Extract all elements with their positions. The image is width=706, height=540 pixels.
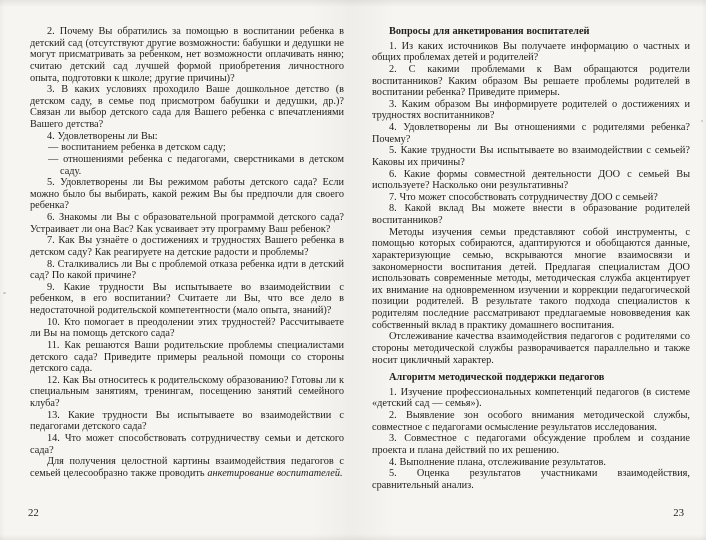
- question-item: 6. Какие формы совместной деятельности ДОО с семьей Вы используете? Насколько они результативны?: [372, 168, 690, 192]
- list-item: 1. Изучение профессиональных компетенций педагогов (в системе «детский сад — семья»).: [372, 386, 690, 410]
- question-item: 11. Как решаются Ваши родительские проблемы специалистами детского сада? Приведите примеры реальной помощи со стороны детского сада.: [30, 339, 344, 375]
- closing-paragraph: [30, 456, 344, 479]
- dash-list-item: — отношениями ребенка с педагогами, сверстниками в детском саду.: [48, 153, 344, 177]
- section-heading-educator-questions: Вопросы для анкетирования воспитателей: [389, 26, 590, 37]
- question-item: 7. Что может способствовать сотрудничеству ДОО с семьей?: [389, 191, 658, 203]
- list-item: 3. Совместное с педагогами обсуждение проблем и создание проекта и плана действий по их решению.: [372, 433, 690, 456]
- question-item: 6. Знакомы ли Вы с образовательной программой детского сада? Устраивает ли она Вас? Как усваивает эту программу Ваш ребенок?: [30, 212, 344, 235]
- scan-speck: [3, 292, 6, 294]
- question-item: 13. Какие трудности Вы испытываете во взаимодействии с педагогами детского сада?: [30, 409, 344, 433]
- question-item: 3. В каких условиях проходило Ваше дошкольное детство (в детском саду, в семье под присмотром бабушки и дедушки, др.)? Связан ли выбор детского сада для Вашего ребенка с впечатлениями Вашего детства?: [30, 84, 344, 130]
- question-item: 14. Что может способствовать сотрудничеству семьи и детского сада?: [30, 432, 344, 456]
- question-item: 3. Каким образом Вы информируете родителей о достижениях и трудностях воспитанников?: [372, 98, 690, 122]
- closing-text: Для получения целостной картины взаимодействия педагогов с семьей целесообразно также проводить: [30, 456, 344, 479]
- question-item: 1. Из каких источников Вы получаете информацию о частных и общих проблемах детей и родителей?: [372, 40, 690, 64]
- question-item: 8. Сталкивались ли Вы с проблемой отказа ребенка идти в детский сад? По какой причине?: [30, 258, 344, 282]
- question-item: 8. Какой вклад Вы можете внести в образование родителей воспитанников?: [372, 203, 690, 226]
- dash-list-item: — воспитанием ребенка в детском саду;: [48, 142, 226, 154]
- list-item: 5. Оценка результатов участниками взаимодействия, сравнительный анализ.: [372, 468, 690, 491]
- question-item: 2. Почему Вы обратились за помощью в воспитании ребенка в детский сад (отсутствуют другие возможности: бабушки и дедушки не могут присматривать за ребенком, нет возможности оплачивать няню; считаю детский сад лучшей формой приобретения личностного опыта, подготовки к школе; другие причины)?: [30, 26, 344, 84]
- question-item: 7. Как Вы узнаёте о достижениях и трудностях Вашего ребенка в детском саду? Как реагируете на детские радости и проблемы?: [30, 235, 344, 258]
- list-item: 4. Выполнение плана, отслеживание результатов.: [389, 456, 606, 468]
- left-page: [30, 26, 344, 479]
- page-number-right: 23: [673, 507, 684, 519]
- question-item: 10. Кто помогает в преодолении этих трудностей? Рассчитываете ли Вы на помощь детского сада?: [30, 316, 344, 340]
- question-item: 4. Удовлетворены ли Вы отношениями с родителями ребенка? Почему?: [372, 122, 690, 145]
- section-heading-methodical-support: Алгоритм методической поддержки педагогов: [389, 372, 605, 384]
- question-item: 5. Удовлетворены ли Вы режимом работы детского сада? Если можно было бы выбирать, какой режим Вы бы предпочли для своего ребенка?: [30, 177, 344, 212]
- closing-italic-term: анкетирование воспитателей.: [207, 467, 343, 479]
- right-page: [372, 26, 690, 491]
- question-item: 12. Как Вы относитесь к родительскому образованию? Готовы ли к специальным занятиям, тренингам, посещению занятий семейного клуба?: [30, 374, 344, 409]
- list-item: 2. Выявление зон особого внимания методической службы, совместное с педагогами осмысление результатов исследования.: [372, 410, 690, 433]
- question-item: 5. Какие трудности Вы испытываете во взаимодействии с семьей? Каковы их причины?: [372, 145, 690, 168]
- question-item: 9. Какие трудности Вы испытываете во взаимодействии с ребенком, в его воспитании? Считаете ли Вы, что все дело в недостаточной родительской компетентности (мало опыта, знаний)?: [30, 281, 344, 316]
- page-number-left: 22: [28, 507, 39, 519]
- scan-speck: [701, 120, 703, 122]
- body-paragraph: Отслеживание качества взаимодействия педагогов с родителями со стороны методической службы разворачивается параллельно и также носит цикличный характер.: [372, 331, 690, 366]
- question-item: 2. С какими проблемами к Вам обращаются родители воспитанников? Каким образом Вы решаете проблемы родителей в воспитании ребенка? Приведите примеры.: [372, 63, 690, 99]
- question-item: 4. Удовлетворены ли Вы:: [47, 130, 158, 142]
- body-paragraph: Методы изучения семьи представляют собой инструменты, с помощью которых собираются, адаптируются и обобщаются данные, характеризующие семью, вскрываются многие взаимосвязи и закономерности воспитания детей. Предлагая специалистам ДОО использовать современные методы, методическая служба акцентирует их внимание на одновременном изучении и коррекции педагогической позиции родителей. В результате такого подхода специалистов к родителям последние рассматривают предлагаемые нововведения как собственный вклад в практику домашнего воспитания.: [372, 226, 690, 331]
